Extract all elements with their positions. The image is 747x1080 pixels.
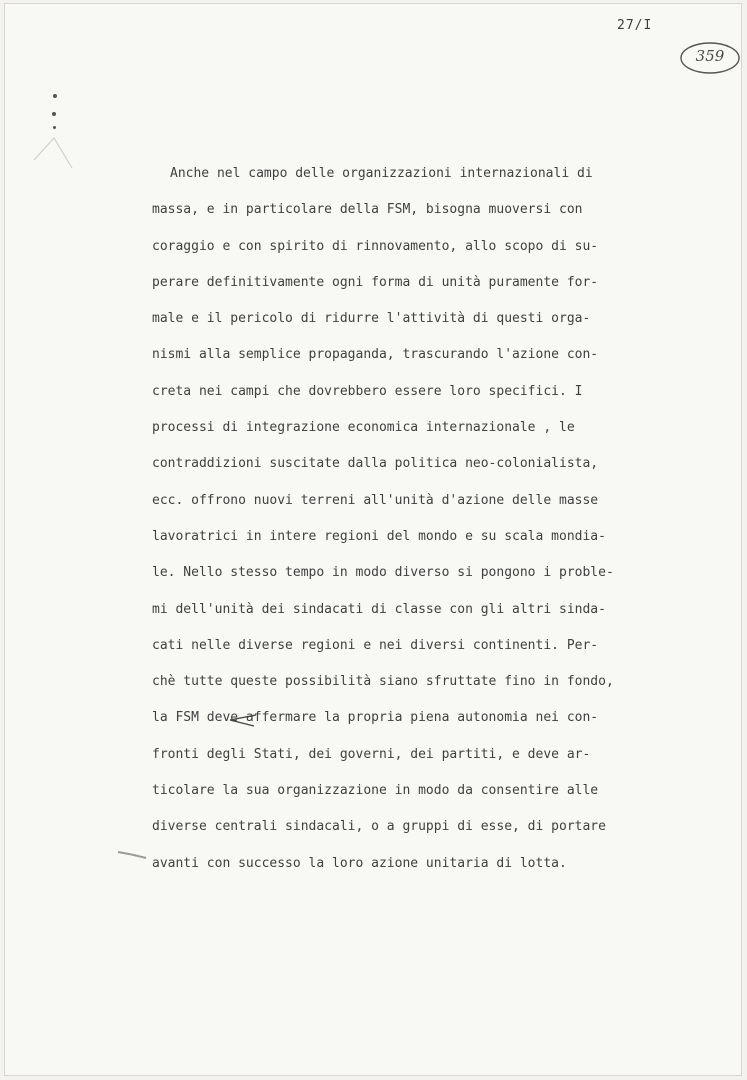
archive-number-stamp <box>678 40 742 76</box>
typed-text-body <box>152 162 697 888</box>
margin-smudge-mark <box>116 848 150 860</box>
text-line: massa, e in particolare della FSM, bisogna muoversi con <box>152 202 583 218</box>
text-line: diverse centrali sindacali, o a gruppi di esse, di portare <box>152 819 606 835</box>
text-line: perare definitivamente ogni forma di unità puramente for- <box>152 274 599 290</box>
text-line: lavoratrici in intere regioni del mondo e su scala mondia- <box>152 528 606 544</box>
text-line: fronti degli Stati, dei governi, dei partiti, e deve ar- <box>152 746 591 762</box>
archive-number: 359 <box>695 47 725 65</box>
text-line: creta nei campi che dovrebbero essere loro specifici. I <box>152 383 583 399</box>
text-line: cati nelle diverse regioni e nei diversi continenti. Per- <box>152 637 599 653</box>
text-line: ticolare la sua organizzazione in modo da consentire alle <box>152 783 599 799</box>
text-line: male e il pericolo di ridurre l'attività di questi orga- <box>152 311 591 327</box>
text-line: processi di integrazione economica internazionale , le <box>152 420 575 436</box>
margin-dot <box>53 94 57 98</box>
text-line: nismi alla semplice propaganda, trascurando l'azione con- <box>152 347 599 363</box>
text-line: le. Nello stesso tempo in modo diverso si pongono i proble- <box>152 565 614 581</box>
margin-dot <box>52 112 56 116</box>
text-line: coraggio e con spirito di rinnovamento, allo scopo di su- <box>152 238 599 254</box>
text-line: mi dell'unità dei sindacati di classe con gli altri sinda- <box>152 601 606 617</box>
text-line: Anche nel campo delle organizzazioni internazionali di <box>170 166 593 181</box>
margin-fold-mark <box>30 130 80 175</box>
text-line: contraddizioni suscitate dalla politica neo-colonialista, <box>152 456 599 472</box>
text-line: la FSM deve affermare la propria piena autonomia nei con- <box>152 710 599 726</box>
text-line: chè tutte queste possibilità siano sfruttate fino in fondo, <box>152 674 614 690</box>
margin-dot <box>53 126 56 129</box>
page-number: 27/I <box>617 18 653 33</box>
text-line: avanti con successo la loro azione unitaria di lotta. <box>152 855 567 871</box>
text-line: ecc. offrono nuovi terreni all'unità d'azione delle masse <box>152 492 599 508</box>
